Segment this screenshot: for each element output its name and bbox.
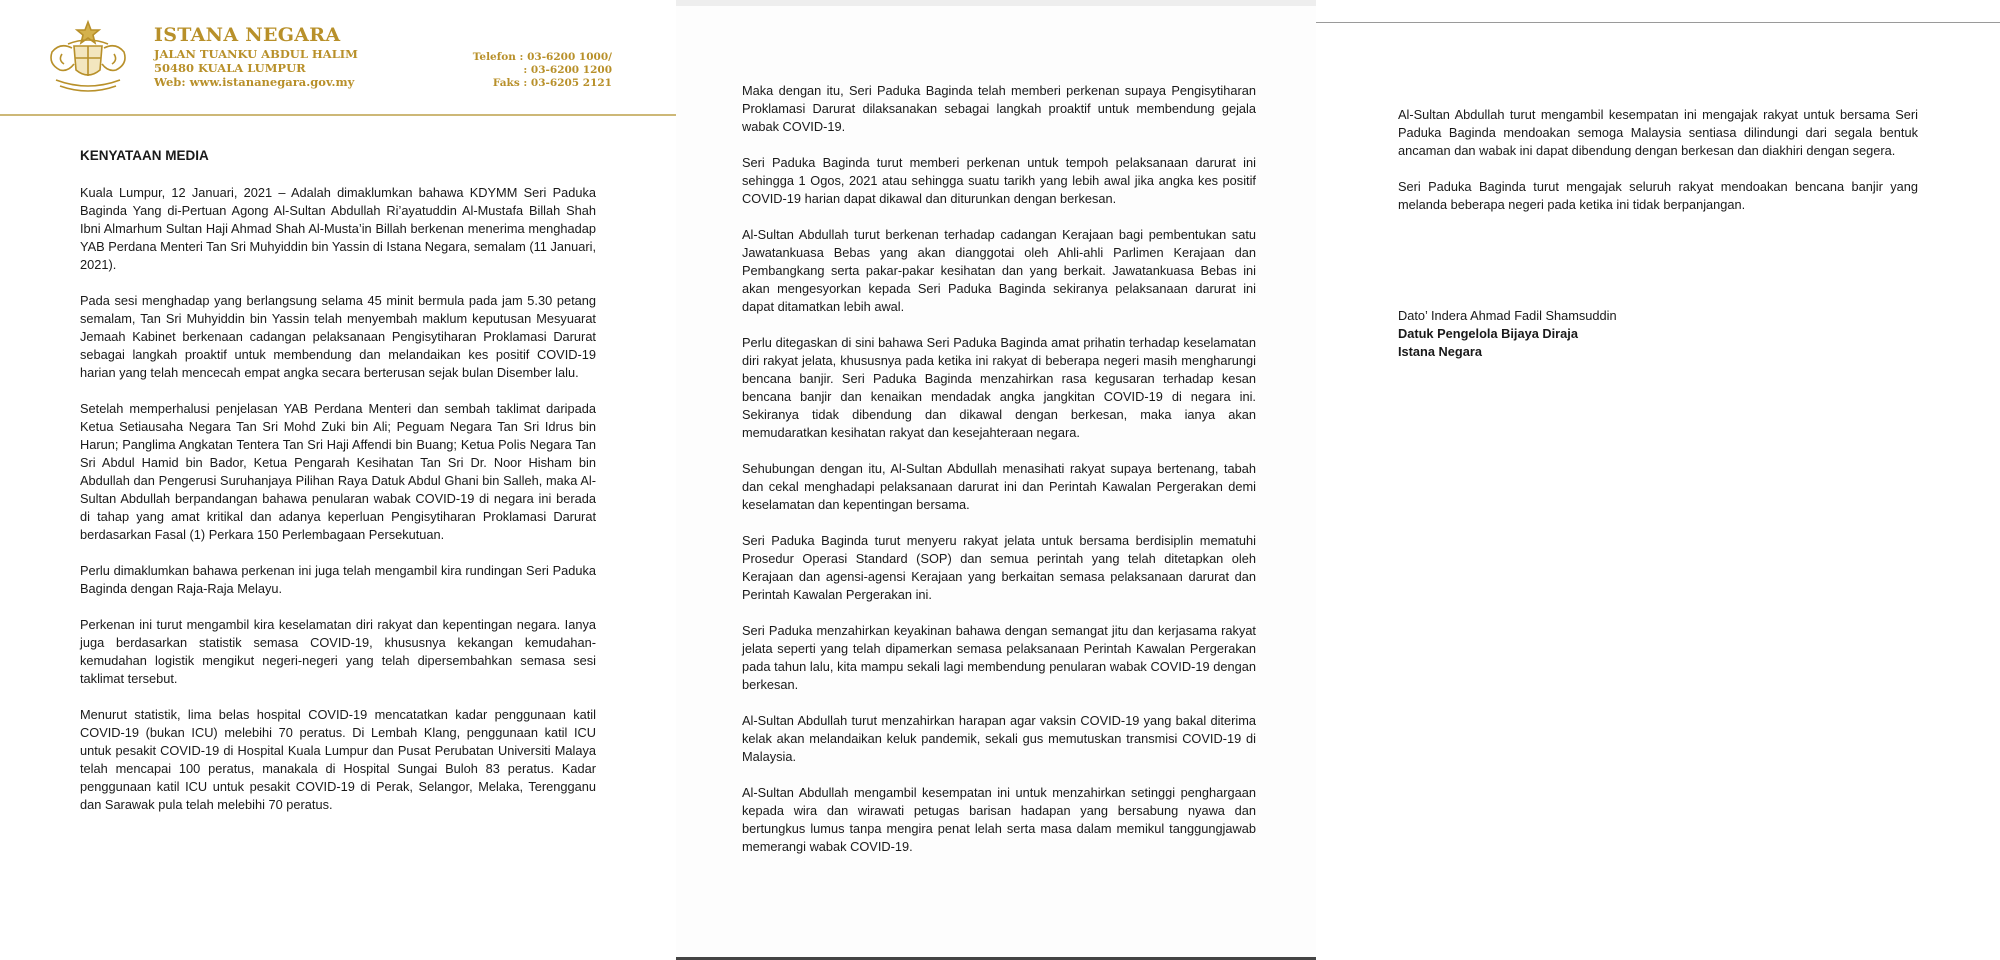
paragraph: Al-Sultan Abdullah turut mengambil kesempatan ini mengajak rakyat untuk bersama Seri Paduka Baginda mendoakan semoga Malaysia sentiasa dilindungi dari segala bentuk ancaman dan wabak ini dapat dibendung dengan berkesan dan diakhiri dengan segera. <box>1398 107 1918 158</box>
paragraph: Maka dengan itu, Seri Paduka Baginda telah memberi perkenan supaya Pengisytiharan Proklamasi Darurat dilaksanakan sebagai langkah proaktif untuk membendung gejala wabak COVID-19. <box>742 83 1256 134</box>
paragraph: Perlu ditegaskan di sini bahawa Seri Paduka Baginda amat prihatin terhadap keselamatan diri rakyat jelata, khususnya pada ketika ini rakyat di beberapa negeri masih mengharungi bencana banjir. Seri Paduka Baginda menzahirkan rasa kegusaran terhadap kesan bencana banjir dan kenaikan mendadak angka jangkitan COVID-19 di negara ini. Sekiranya tidak dibendung dan dikawal dengan berkesan, maka ianya akan memudaratkan kesihatan rakyat dan kesejahteraan negara. <box>742 335 1256 440</box>
letterhead-address-1: JALAN TUANKU ABDUL HALIM <box>154 47 358 61</box>
letterhead-telefon-1: Telefon : 03-6200 1000/ <box>472 51 612 63</box>
paragraph: Seri Paduka Baginda turut memberi perkenan untuk tempoh pelaksanaan darurat ini sehingga 1 Ogos, 2021 atau sehingga suatu tarikh yang lebih awal jika angka kes positif COVID-19 harian dapat dikawal dan diturunkan dengan berkesan. <box>742 155 1256 206</box>
letterhead-web: Web: www.istananegara.gov.my <box>154 75 355 89</box>
letterhead-address-2: 50480 KUALA LUMPUR <box>154 61 306 75</box>
paragraph: Seri Paduka menzahirkan keyakinan bahawa dengan semangat jitu dan kerjasama rakyat jelata seperti yang telah dipamerkan semasa pelaksanaan Perintah Kawalan Pergerakan pada tahun lalu, kita mampu sekali lagi membendung penularan wabak COVID-19 dengan berkesan. <box>742 623 1256 692</box>
document-page-2 <box>676 0 1316 960</box>
paragraph: Perlu dimaklumkan bahawa perkenan ini juga telah mengambil kira rundingan Seri Paduka Baginda dengan Raja-Raja Melayu. <box>80 563 596 596</box>
signatory-organization: Istana Negara <box>1398 344 1482 359</box>
royal-crest-icon <box>38 18 138 98</box>
page-3-body <box>1398 106 1918 232</box>
paragraph: Kuala Lumpur, 12 Januari, 2021 – Adalah dimaklumkan bahawa KDYMM Seri Paduka Baginda Yang di-Pertuan Agong Al-Sultan Abdullah Ri’ayatuddin Al-Mustafa Billah Shah Ibni Almarhum Sultan Haji Ahmad Shah Al-Musta’in Billah berkenan menerima menghadap YAB Perdana Menteri Tan Sri Muhyiddin bin Yassin di Istana Negara, semalam (11 Januari, 2021). <box>80 185 596 272</box>
paragraph: Seri Paduka Baginda turut menyeru rakyat jelata untuk bersama berdisiplin mematuhi Prosedur Operasi Standard (SOP) dan semua perintah yang telah ditetapkan oleh Kerajaan dan agensi-agensi Kerajaan yang berkaitan semasa pelaksanaan darurat dan Perintah Kawalan Pergerakan ini. <box>742 533 1256 602</box>
document-page-1 <box>0 0 676 960</box>
paragraph: Pada sesi menghadap yang berlangsung selama 45 minit bermula pada jam 5.30 petang semalam, Tan Sri Muhyiddin bin Yassin telah menyembah maklum keputusan Mesyuarat Jemaah Kabinet berkenaan cadangan pelaksanaan Pengisytiharan Proklamasi Darurat sebagai langkah proaktif untuk membendung dan melandaikan kes positif COVID-19 harian yang telah mencecah empat angka secara berterusan sejak bulan Disember lalu. <box>80 293 596 380</box>
letterhead-faks: Faks : 03-6205 2121 <box>492 77 612 89</box>
paragraph: Menurut statistik, lima belas hospital COVID-19 mencatatkan kadar penggunaan katil COVID-19 (bukan ICU) melebihi 70 peratus. Di Lembah Klang, penggunaan katil ICU untuk pesakit COVID-19 di Hospital Kuala Lumpur dan Pusat Perubatan Universiti Malaya telah mencapai 100 peratus, manakala di Hospital Sungai Buloh 83 peratus. Kadar penggunaan katil ICU untuk pesakit COVID-19 di Perak, Selangor, Melaka, Terengganu dan Sarawak pula telah melebihi 70 peratus. <box>80 707 596 812</box>
letterhead-telefon-2: : 03-6200 1200 <box>523 64 612 76</box>
page-1-body <box>80 184 596 832</box>
paragraph: Perkenan ini turut mengambil kira keselamatan diri rakyat dan kepentingan negara. Ianya juga berdasarkan statistik semasa COVID-19, khususnya kekangan kemudahan-kemudahan logistik mengikut negeri-negeri yang telah dipersembahkan semasa sesi taklimat tersebut. <box>80 617 596 686</box>
paragraph: Al-Sultan Abdullah turut berkenan terhadap cadangan Kerajaan bagi pembentukan satu Jawatankuasa Bebas yang akan dianggotai oleh Ahli-ahli Parlimen Kerajaan dan Pembangkang serta pakar-pakar kesihatan dan yang berkait. Jawatankuasa Bebas ini akan mengesyorkan kepada Seri Paduka Baginda sekiranya pelaksanaan darurat ini dapat ditamatkan lebih awal. <box>742 227 1256 314</box>
letterhead-rule <box>0 114 676 116</box>
paragraph: Al-Sultan Abdullah turut menzahirkan harapan agar vaksin COVID-19 yang bakal diterima kelak akan melandaikan keluk pandemik, sekali gus memutuskan transmisi COVID-19 di Malaysia. <box>742 713 1256 764</box>
letterhead-name: ISTANA NEGARA <box>154 24 341 46</box>
signature-block <box>1398 307 1617 361</box>
paragraph: Sehubungan dengan itu, Al-Sultan Abdullah menasihati rakyat supaya bertenang, tabah dan cekal menghadapi pelaksanaan darurat ini dan Perintah Kawalan Pergerakan demi keselamatan dan kepentingan bersama. <box>742 461 1256 512</box>
paragraph: Al-Sultan Abdullah mengambil kesempatan ini untuk menzahirkan setinggi penghargaan kepada wira dan wirawati petugas barisan hadapan yang bersabung nyawa dan bertungkus lumus tanpa mengira penat lelah serta masa dalam memikul tanggungjawab memerangi wabak COVID-19. <box>742 785 1256 854</box>
page-top-edge <box>676 0 1316 6</box>
signatory-title: Datuk Pengelola Bijaya Diraja <box>1398 326 1578 341</box>
letterhead-contact <box>432 51 612 90</box>
signatory-name: Dato’ Indera Ahmad Fadil Shamsuddin <box>1398 308 1617 323</box>
document-page-3 <box>1316 0 2000 960</box>
paragraph: Setelah memperhalusi penjelasan YAB Perdana Menteri dan sembah taklimat daripada Ketua Setiausaha Negara Tan Sri Mohd Zuki bin Ali; Peguam Negara Tan Sri Idrus bin Harun; Panglima Angkatan Tentera Tan Sri Haji Affendi bin Buang; Ketua Polis Negara Tan Sri Abdul Hamid bin Bador, Ketua Pengarah Kesihatan Tan Sri Dr. Noor Hisham bin Abdullah dan Pengerusi Suruhanjaya Pilihan Raya Datuk Abdul Ghani bin Salleh, maka Al-Sultan Abdullah berpandangan bahawa penularan wabak COVID-19 di negara ini berada di tahap yang amat kritikal dan adanya keperluan Pengisytiharan Proklamasi Darurat berdasarkan Fasal (1) Perkara 150 Perlembagaan Persekutuan. <box>80 401 596 542</box>
document-heading: KENYATAAN MEDIA <box>80 148 209 163</box>
paragraph: Seri Paduka Baginda turut mengajak seluruh rakyat mendoakan bencana banjir yang melanda beberapa negeri pada ketika ini tidak berpanjangan. <box>1398 179 1918 212</box>
page-top-edge <box>1316 22 2000 23</box>
page-2-body <box>742 82 1256 874</box>
